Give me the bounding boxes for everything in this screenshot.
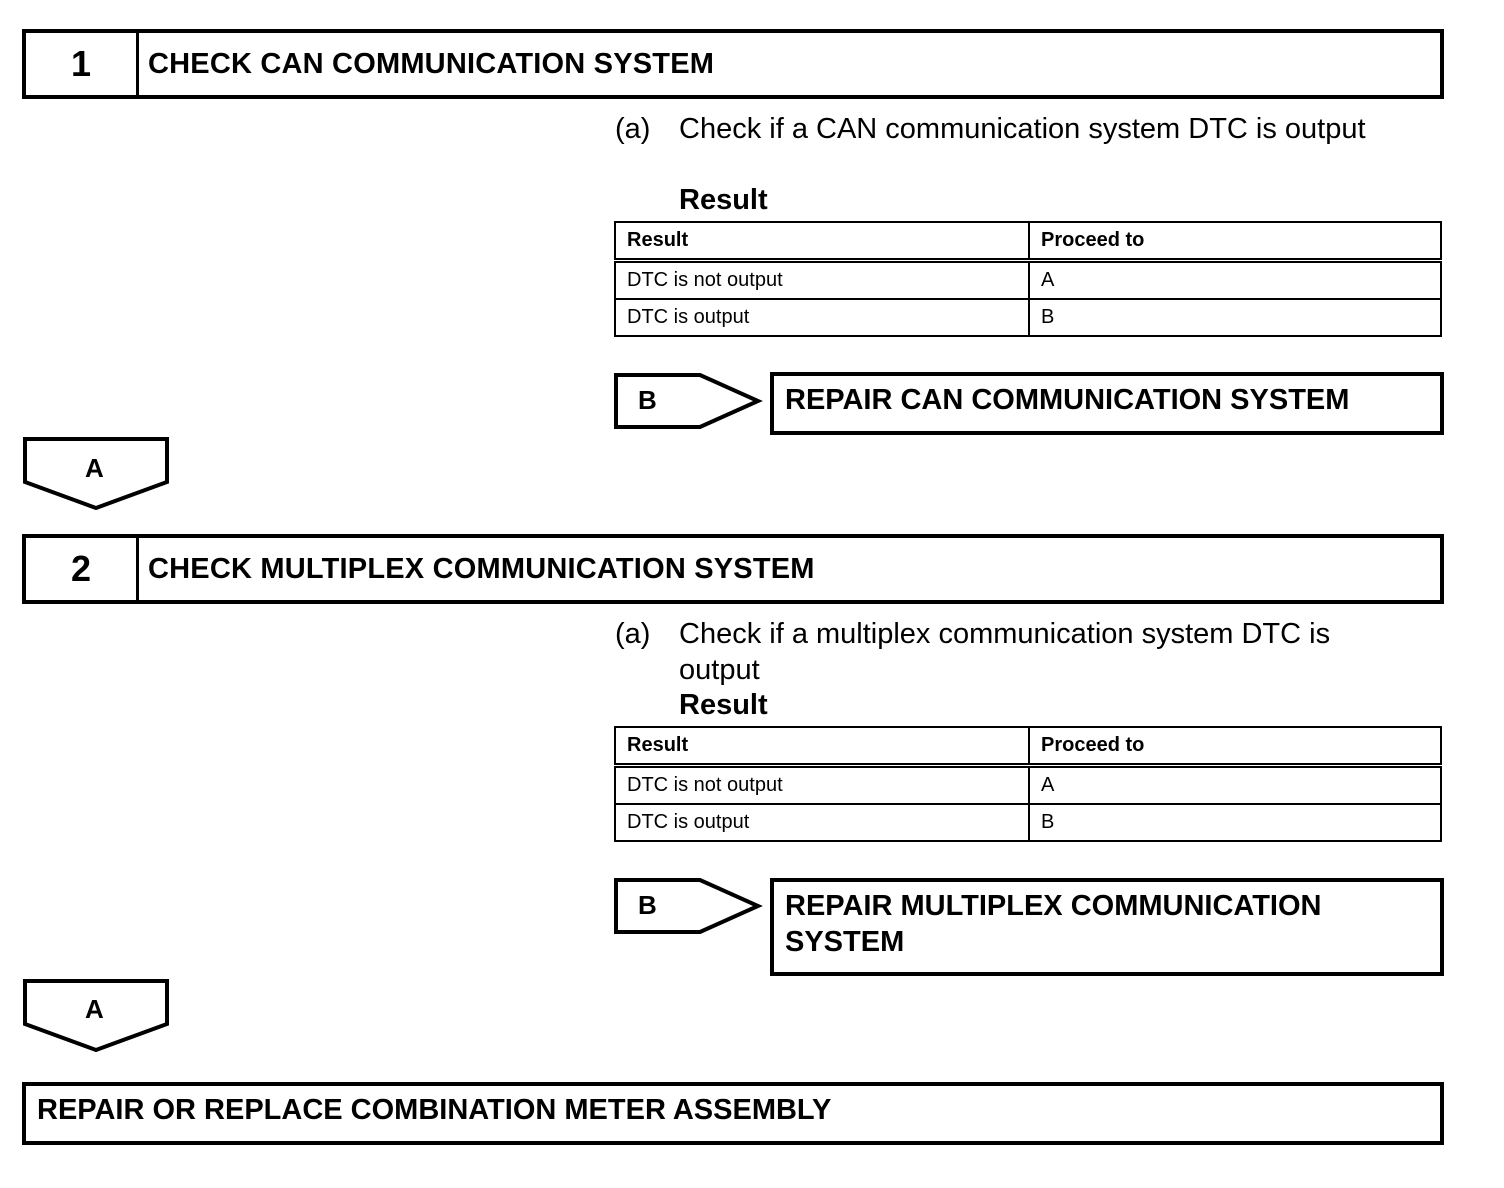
table-cell: B xyxy=(1029,804,1441,841)
repair-action-box xyxy=(770,878,1444,976)
table-cell: DTC is output xyxy=(615,299,1029,336)
table-cell: DTC is output xyxy=(615,804,1029,841)
step-1-header xyxy=(22,29,1444,99)
table-cell: DTC is not output xyxy=(615,766,1029,805)
step-1-instruction xyxy=(615,111,1445,151)
step-2-instruction xyxy=(615,616,1445,692)
final-action-box: REPAIR OR REPLACE COMBINATION METER ASSEMBLY xyxy=(22,1082,1444,1145)
header-proceed-to: Proceed to xyxy=(1029,222,1441,261)
table-cell: A xyxy=(1029,766,1441,805)
branch-arrow-shape xyxy=(612,876,764,936)
step-number: 1 xyxy=(26,33,139,95)
repair-action-box: REPAIR CAN COMMUNICATION SYSTEM xyxy=(770,372,1444,435)
repair-action-line-2: SYSTEM xyxy=(785,926,905,958)
step-2-header xyxy=(22,534,1444,604)
header-result: Result xyxy=(615,727,1029,766)
header-proceed-to: Proceed to xyxy=(1029,727,1441,766)
instruction-label: (a) xyxy=(615,113,651,145)
repair-action-line-1: REPAIR MULTIPLEX COMMUNICATION xyxy=(785,890,1322,922)
instruction-label: (a) xyxy=(615,618,651,650)
header-result: Result xyxy=(615,222,1029,261)
table-row xyxy=(615,804,1441,841)
branch-arrow-shape xyxy=(612,371,764,431)
table-cell: DTC is not output xyxy=(615,261,1029,300)
result-heading: Result xyxy=(679,689,768,721)
table-cell: B xyxy=(1029,299,1441,336)
instruction-text: Check if a CAN communication system DTC is output xyxy=(679,113,1366,145)
continue-label: A xyxy=(85,994,104,1024)
step-title: CHECK MULTIPLEX COMMUNICATION SYSTEM xyxy=(148,552,815,585)
step-number: 2 xyxy=(26,538,139,600)
table-row xyxy=(615,299,1441,336)
table-cell: A xyxy=(1029,261,1441,300)
continue-label: A xyxy=(85,453,104,483)
instruction-text-line-2: output xyxy=(679,654,760,686)
table-header-row xyxy=(615,727,1441,766)
instruction-text-line-1: Check if a multiplex communication system DTC is xyxy=(679,618,1331,650)
branch-label: B xyxy=(638,385,657,415)
step-1-result-table xyxy=(614,221,1442,337)
result-heading: Result xyxy=(679,184,768,216)
table-row xyxy=(615,261,1441,300)
step-2-result-table xyxy=(614,726,1442,842)
branch-label: B xyxy=(638,890,657,920)
step-title: CHECK CAN COMMUNICATION SYSTEM xyxy=(148,47,715,80)
table-row xyxy=(615,766,1441,805)
table-header-row xyxy=(615,222,1441,261)
